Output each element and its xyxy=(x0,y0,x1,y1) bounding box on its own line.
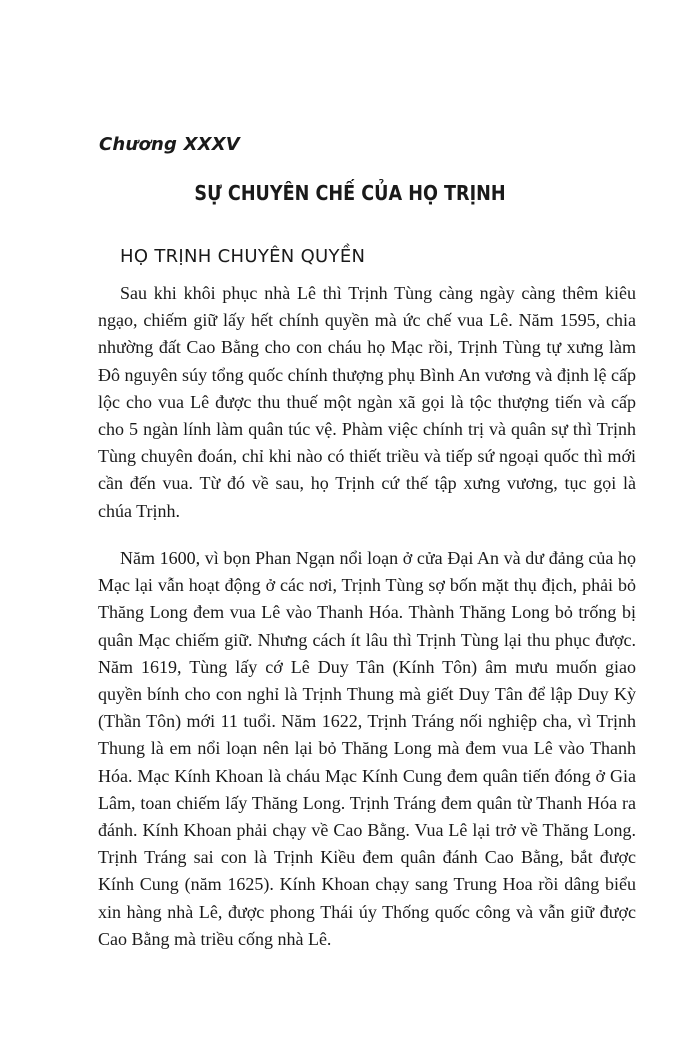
body-paragraph: Sau khi khôi phục nhà Lê thì Trịnh Tùng càng ngày càng thêm kiêu ngạo, chiếm giữ lấy hết chính quyền mà ức chế vua Lê. Năm 1595, chia nhường đất Cao Bằng cho con cháu họ Mạc rồi, Trịnh Tùng tự xưng làm Đô nguyên súy tổng quốc chính thượng phụ Bình An vương và định lệ cấp lộc cho vua Lê được thu thuế một ngàn xã gọi là tộc thượng tiến và cấp cho 5 ngàn lính làm quân túc vệ. Phàm việc chính trị và quân sự thì Trịnh Tùng chuyên đoán, chỉ khi nào có thiết triều và tiếp sứ ngoại quốc thì mới cần đến vua. Từ đó về sau, họ Trịnh cứ thế tập xưng vương, tục gọi là chúa Trịnh. xyxy=(98,283,636,521)
chapter-title: SỰ CHUYÊN CHẾ CỦA HỌ TRỊNH xyxy=(194,181,506,205)
chapter-label: Chương XXXV xyxy=(99,134,240,155)
section-heading: HỌ TRỊNH CHUYÊN QUYỀN xyxy=(120,246,366,267)
body-paragraph: Năm 1600, vì bọn Phan Ngạn nổi loạn ở cửa Đại An và dư đảng của họ Mạc lại vẫn hoạt động ở các nơi, Trịnh Tùng sợ bốn mặt thụ địch, phải bỏ Thăng Long đem vua Lê vào Thanh Hóa. Thành Thăng Long bỏ trống bị quân Mạc chiếm giữ. Nhưng cách ít lâu thì Trịnh Tùng lại thu phục được. Năm 1619, Tùng lấy cớ Lê Duy Tân (Kính Tôn) âm mưu muốn giao quyền bính cho con nghỉ là Trịnh Thung mà giết Duy Tân để lập Duy Kỳ (Thần Tôn) mới 11 tuổi. Năm 1622, Trịnh Tráng nối nghiệp cha, vì Trịnh Thung là em nổi loạn nên lại bỏ Thăng Long mà đem vua Lê vào Thanh Hóa. Mạc Kính Khoan là cháu Mạc Kính Cung đem quân tiến đóng ở Gia Lâm, toan chiếm lấy Thăng Long. Trịnh Tráng đem quân từ Thanh Hóa ra đánh. Kính Khoan phải chạy về Cao Bằng. Vua Lê lại trở về Thăng Long. Trịnh Tráng sai con là Trịnh Kiều đem quân đánh Cao Bằng, bắt được Kính Cung (năm 1625). Kính Khoan chạy sang Trung Hoa rồi dâng biểu xin hàng nhà Lê, được phong Thái úy Thống quốc công và vẫn giữ được Cao Bằng mà triều cống nhà Lê. xyxy=(98,548,636,949)
